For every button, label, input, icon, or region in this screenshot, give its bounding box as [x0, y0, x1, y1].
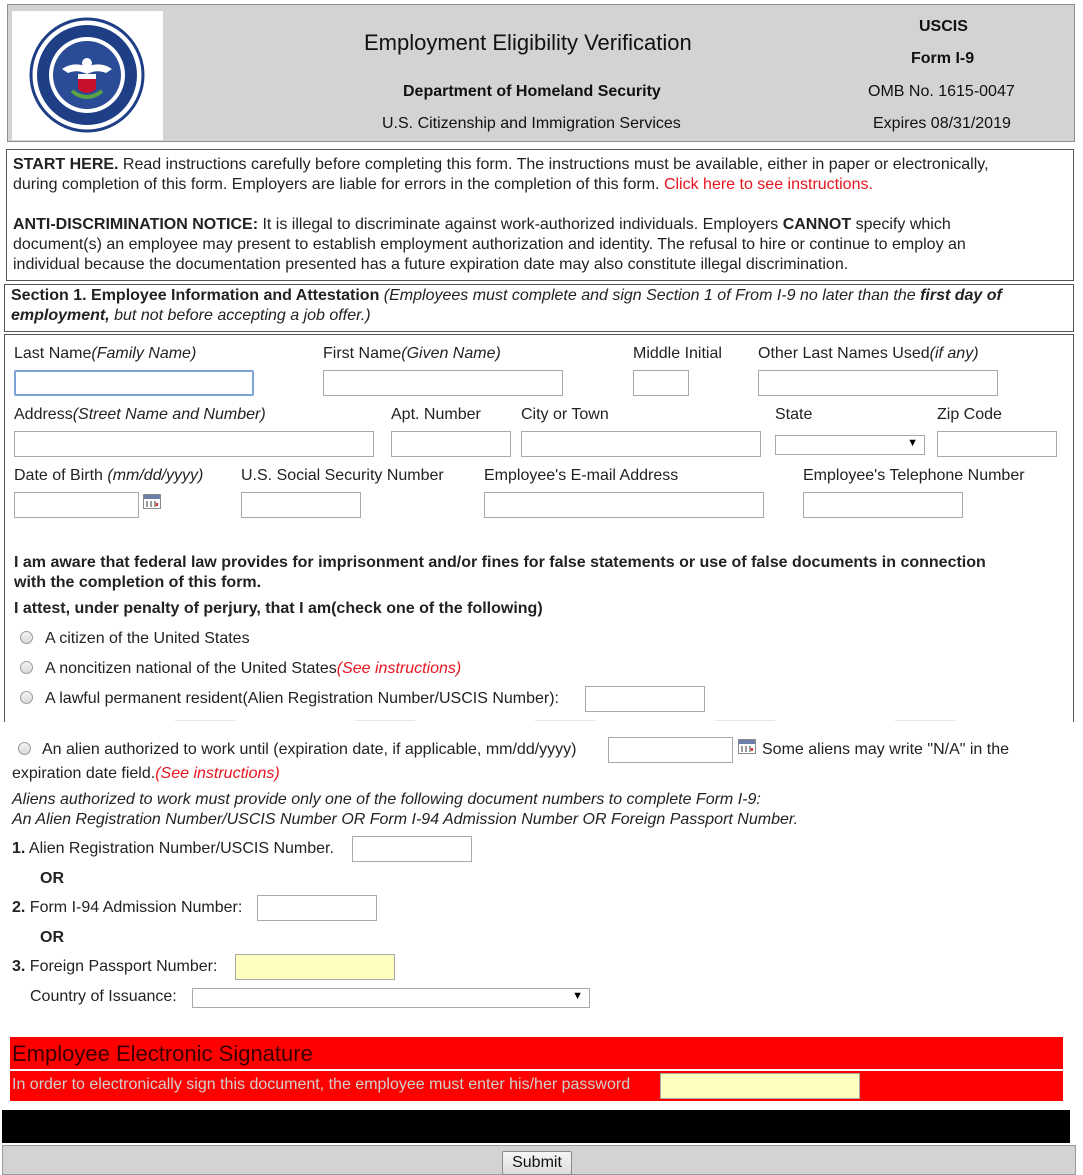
permanent-resident-radio[interactable]: [20, 691, 33, 704]
ssn-input[interactable]: [241, 492, 361, 518]
attest-statement: I attest, under penalty of perjury, that I am(check one of the following): [14, 600, 543, 617]
country-select[interactable]: [192, 988, 590, 1008]
signature-password-input[interactable]: [660, 1073, 860, 1099]
first-name-input[interactable]: [323, 370, 563, 396]
city-input[interactable]: [521, 431, 761, 457]
submit-button[interactable]: Submit: [502, 1151, 572, 1175]
section1-line2: employment, but not before accepting a job offer.): [11, 307, 371, 324]
form-footer: [2, 1145, 1076, 1175]
city-label: City or Town: [521, 406, 609, 423]
or-separator-1: OR: [40, 870, 64, 887]
start-here-label: START HERE.: [13, 156, 119, 173]
i94-input[interactable]: [257, 895, 377, 921]
citizen-label: A citizen of the United States: [45, 630, 250, 647]
omb-number: OMB No. 1615-0047: [868, 83, 1015, 100]
last-name-input[interactable]: [14, 370, 254, 396]
alien-authorized-label: An alien authorized to work until (expiration date, if applicable, mm/dd/yyyy): [42, 741, 577, 758]
section1-line1: Section 1. Employee Information and Attestation (Employees must complete and sign Section 1 of From I-9 no later than the first day of: [11, 287, 1002, 304]
anti-discrimination-line1: ANTI-DISCRIMINATION NOTICE: It is illegal to discriminate against work-authorized individuals. Employers CANNOT specify which: [13, 216, 951, 233]
middle-initial-input[interactable]: [633, 370, 689, 396]
chevron-down-icon: ▼: [907, 437, 918, 449]
aliens-note-line1: Aliens authorized to work must provide only one of the following document numbers to complete Form I-9:: [12, 791, 761, 808]
noncitizen-national-label: A noncitizen national of the United States(See instructions): [45, 660, 462, 677]
chevron-down-icon: ▼: [572, 990, 583, 1002]
form-title: Employment Eligibility Verification: [364, 30, 692, 55]
agency-name: U.S. Citizenship and Immigration Services: [382, 115, 681, 132]
last-name-label: Last Name(Family Name): [14, 345, 197, 362]
noncitizen-national-radio[interactable]: [20, 661, 33, 674]
instructions-notice: [6, 149, 1074, 281]
department-name: Department of Homeland Security: [403, 83, 661, 100]
alien-reg-input[interactable]: [352, 836, 472, 862]
country-label: Country of Issuance:: [30, 988, 177, 1005]
other-names-label: Other Last Names Used(if any): [758, 345, 979, 362]
dob-label: Date of Birth (mm/dd/yyyy): [14, 467, 204, 484]
permanent-resident-number-input[interactable]: [585, 686, 705, 712]
section1-header: [4, 284, 1074, 332]
alien-authorized-radio[interactable]: [18, 742, 31, 755]
phone-input[interactable]: [803, 492, 963, 518]
passport-label: 3. Foreign Passport Number:: [12, 958, 218, 975]
other-names-input[interactable]: [758, 370, 998, 396]
see-instructions-link[interactable]: (See instructions): [336, 660, 462, 677]
email-label: Employee's E-mail Address: [484, 467, 679, 484]
expiration-date-input[interactable]: [608, 737, 733, 763]
phone-label: Employee's Telephone Number: [803, 467, 1025, 484]
citizen-radio[interactable]: [20, 631, 33, 644]
separator: [125, 720, 1025, 721]
calendar-icon[interactable]: [143, 494, 161, 509]
signature-instruction: In order to electronically sign this document, the employee must enter his/her password: [12, 1076, 631, 1093]
calendar-icon[interactable]: [738, 739, 756, 754]
address-label: Address(Street Name and Number): [14, 406, 266, 423]
ssn-label: U.S. Social Security Number: [241, 467, 444, 484]
signature-title: Employee Electronic Signature: [12, 1041, 313, 1066]
dhs-seal-icon: [12, 11, 163, 140]
aware-statement-line2: with the completion of this form.: [14, 574, 262, 591]
anti-discrimination-line3: individual because the documentation presented has a future expiration date may also constitute illegal discrimination.: [13, 256, 849, 273]
permanent-resident-label: A lawful permanent resident(Alien Registration Number/USCIS Number):: [45, 690, 559, 707]
start-here-line2: during completion of this form. Employers are liable for errors in the completion of this form. Click here to see instructions.: [13, 176, 873, 193]
apt-number-input[interactable]: [391, 431, 511, 457]
middle-initial-label: Middle Initial: [633, 345, 722, 362]
footer-divider: [2, 1110, 1070, 1143]
i94-label: 2. Form I-94 Admission Number:: [12, 899, 243, 916]
state-label: State: [775, 406, 813, 423]
uscis-label: USCIS: [919, 18, 968, 35]
aliens-note-line2: An Alien Registration Number/USCIS Number OR Form I-94 Admission Number OR Foreign Passport Number.: [12, 811, 799, 828]
address-input[interactable]: [14, 431, 374, 457]
start-here-line1: START HERE. Read instructions carefully before completing this form. The instructions must be available, either in paper or electronically,: [13, 156, 989, 173]
dob-input[interactable]: [14, 492, 139, 518]
expiration-date: Expires 08/31/2019: [873, 115, 1011, 132]
section1-title: Section 1. Employee Information and Attestation: [11, 287, 380, 304]
apt-number-label: Apt. Number: [391, 406, 481, 423]
form-number: Form I-9: [911, 50, 975, 67]
zip-code-input[interactable]: [937, 431, 1057, 457]
anti-discrimination-label: ANTI-DISCRIMINATION NOTICE:: [13, 216, 259, 233]
state-select[interactable]: [775, 435, 925, 455]
signature-row: [10, 1071, 1063, 1101]
aware-statement-line1: I am aware that federal law provides for imprisonment and/or fines for false statements or use of false documents in connection: [14, 554, 986, 571]
zip-code-label: Zip Code: [937, 406, 1002, 423]
first-name-label: First Name(Given Name): [323, 345, 501, 362]
form-header: [7, 4, 1075, 142]
email-input[interactable]: [484, 492, 764, 518]
passport-input[interactable]: [235, 954, 395, 980]
signature-header: [10, 1037, 1063, 1069]
alien-note: Some aliens may write "N/A" in the: [762, 741, 1010, 758]
or-separator-2: OR: [40, 929, 64, 946]
alien-reg-label: 1. Alien Registration Number/USCIS Number.: [12, 840, 334, 857]
anti-discrimination-line2: document(s) an employee may present to establish employment authorization and identity. The refusal to hire or continue to employ an: [13, 236, 966, 253]
see-instructions-link[interactable]: (See instructions): [155, 765, 280, 782]
instructions-link[interactable]: Click here to see instructions.: [663, 176, 873, 193]
alien-note-line2: expiration date field.(See instructions): [12, 765, 280, 782]
dhs-seal-logo: [12, 11, 163, 140]
